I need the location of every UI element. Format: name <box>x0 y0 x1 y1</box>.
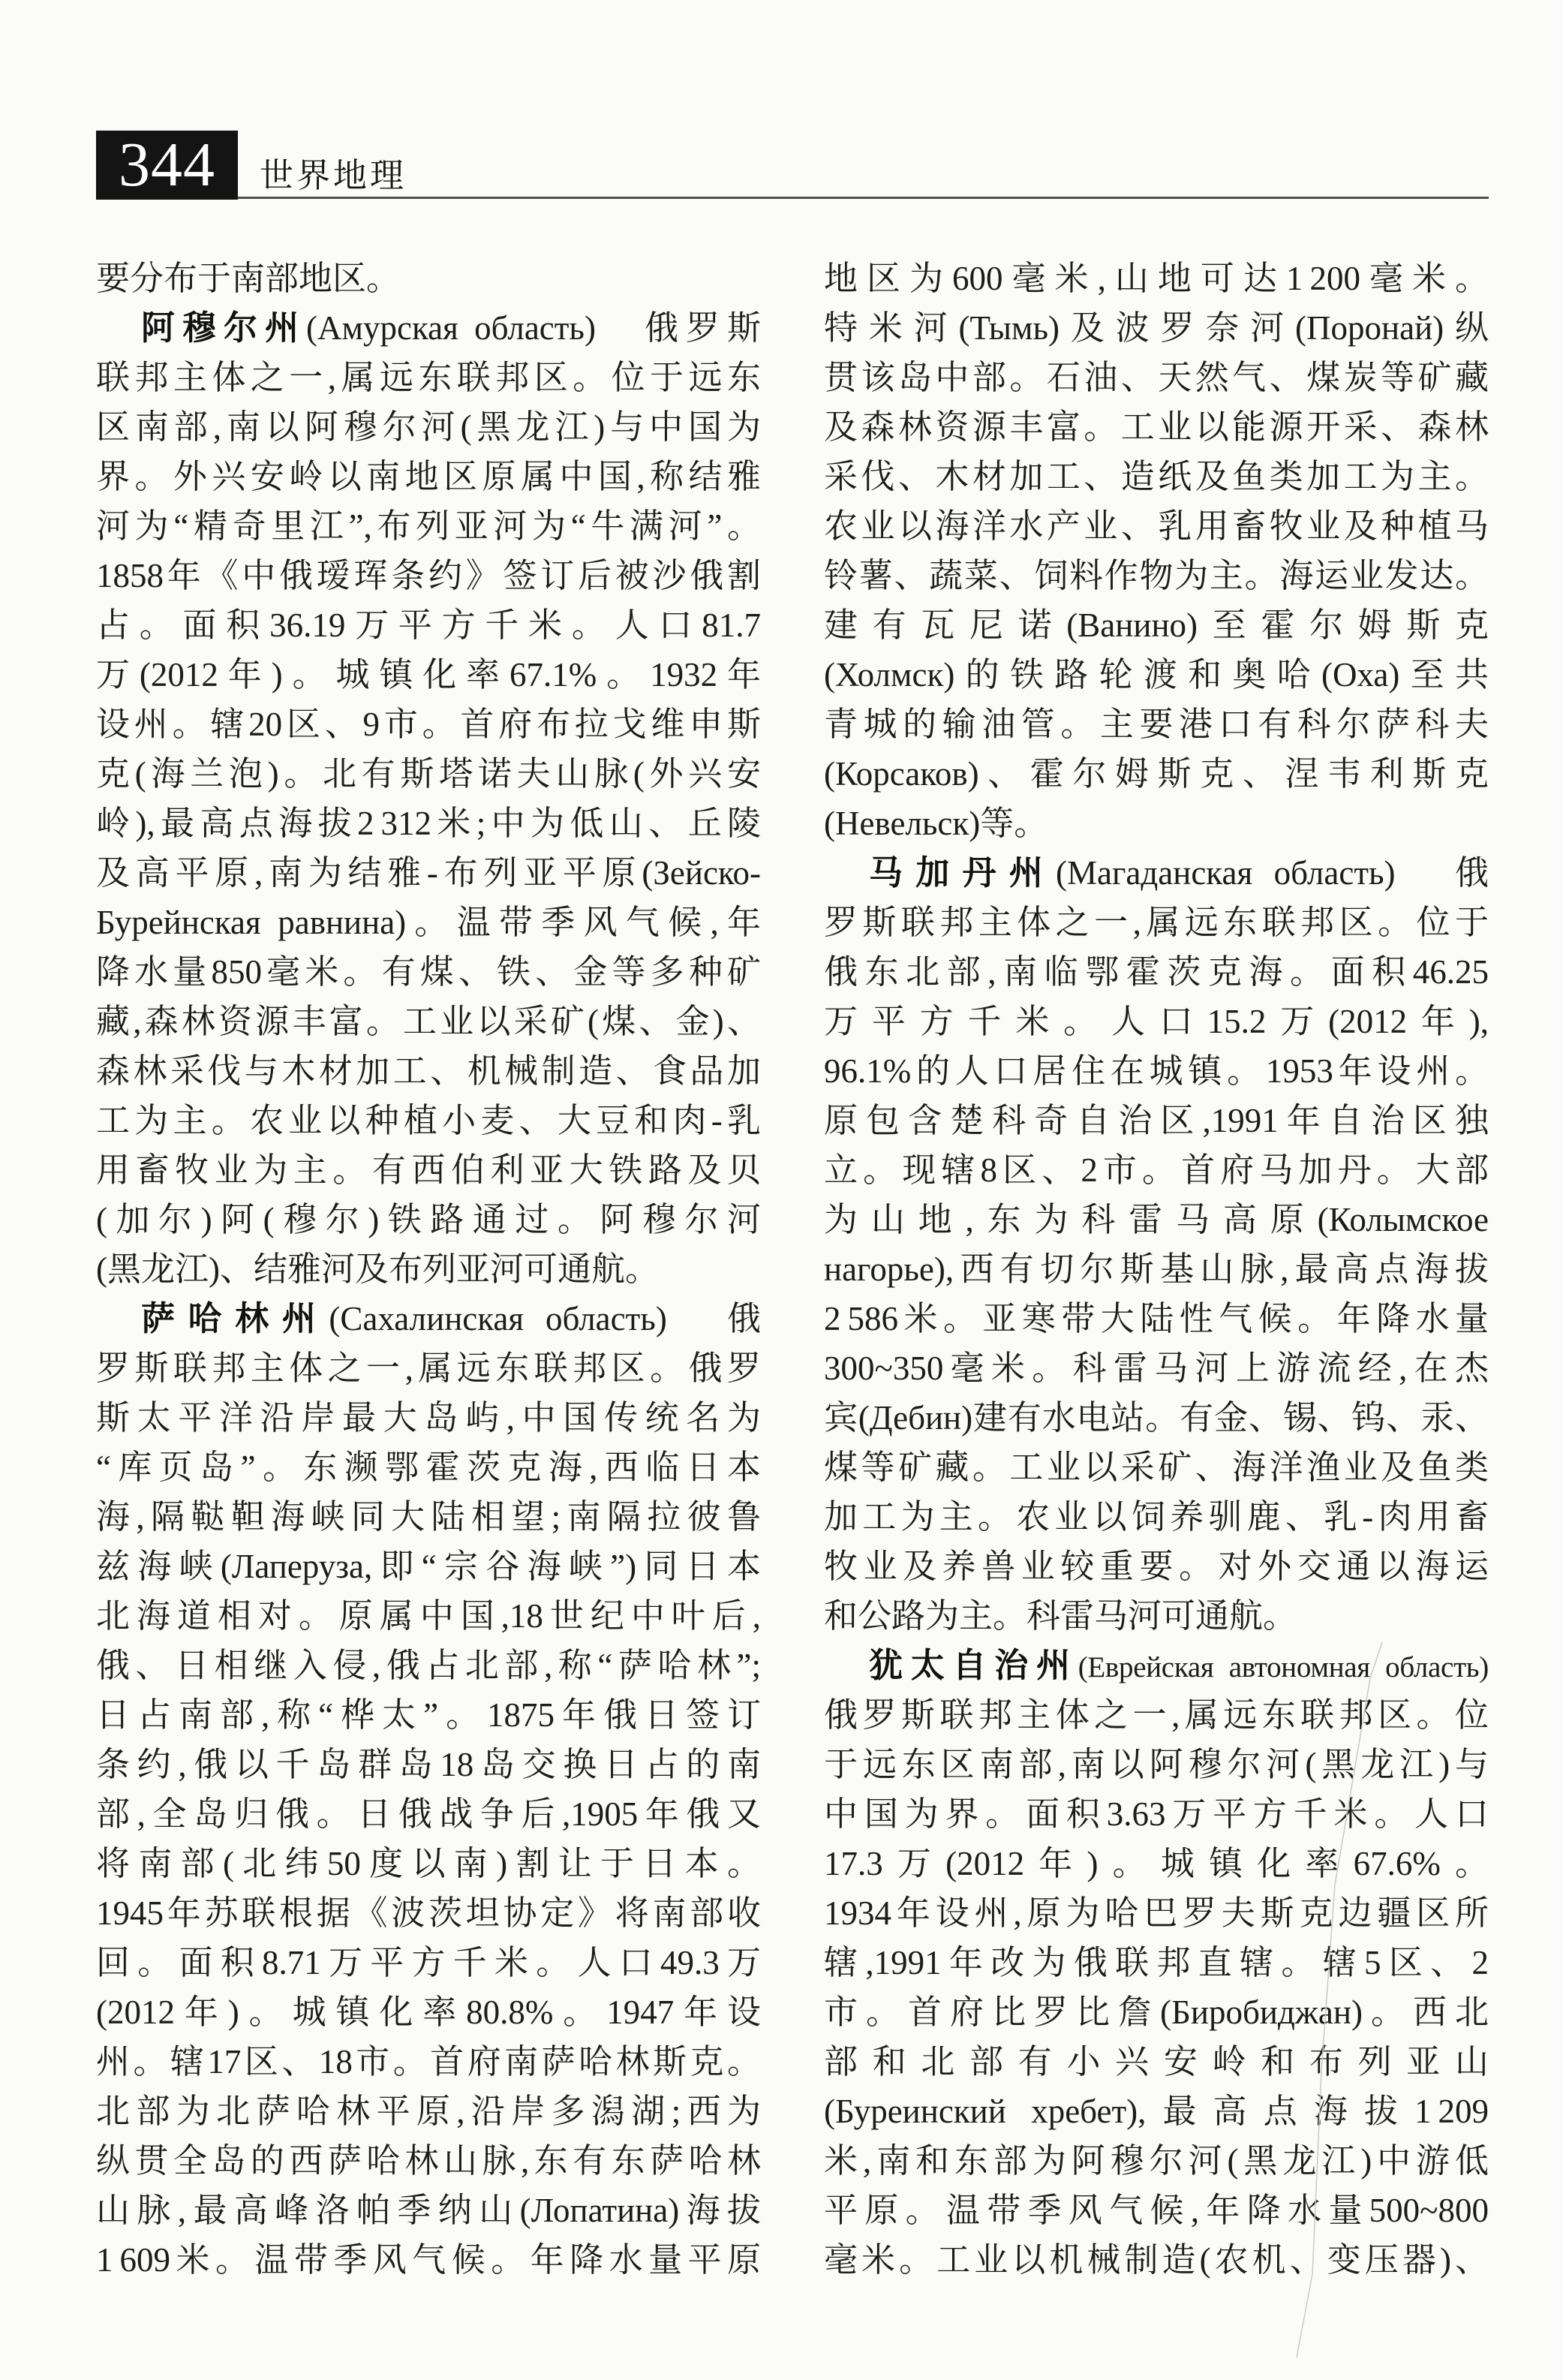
text-line: 设州。辖20区、9市。首府布拉戈维申斯 <box>96 706 761 743</box>
text-line: 纵贯全岛的西萨哈林山脉,东有东萨哈林 <box>96 2142 761 2180</box>
text-line: 克(海兰泡)。北有斯塔诺夫山脉(外兴安 <box>96 755 761 793</box>
text-line: 及森林资源丰富。工业以能源开采、森林 <box>824 408 1489 446</box>
entry-heading-line <box>824 848 1489 898</box>
text-line: 兹海峡(Лаперуза,即“宗谷海峡”)同日本 <box>96 1548 761 1585</box>
entry-heading-line <box>96 303 761 353</box>
text-line: (Буреинский хребет),最高点海拔1 209 <box>824 2093 1489 2130</box>
entry-headword: 马加丹州 <box>869 853 1056 892</box>
text-line: 俄、日相继入侵,俄占北部,称“萨哈林”; <box>96 1647 761 1684</box>
text-line: 辖,1991年改为俄联邦直辖。辖5区、2 <box>824 1944 1489 1981</box>
entry-sakhalin-oblast <box>96 1294 761 2285</box>
text-line: 毫米。工业以机械制造(农机、变压器)、 <box>824 2241 1489 2279</box>
entry-magadan-oblast <box>824 848 1489 1641</box>
entry-headword: 萨哈林州 <box>141 1298 329 1338</box>
text-line: 区南部,南以阿穆尔河(黑龙江)与中国为 <box>96 408 761 446</box>
text-line: “库页岛”。东濒鄂霍茨克海,西临日本 <box>96 1449 761 1486</box>
text-line: 北部为北萨哈林平原,沿岸多潟湖;西为 <box>96 2093 761 2130</box>
entry-headword: 犹太自治州 <box>869 1645 1078 1685</box>
text-line: 1945年苏联根据《波茨坦协定》将南部收 <box>96 1894 761 1932</box>
text-line: (加尔)阿(穆尔)铁路通过。阿穆尔河 <box>96 1201 761 1238</box>
entry-russian-name: (Амурская область) 俄罗斯 <box>306 309 761 347</box>
text-line: 1934年设州,原为哈巴罗夫斯克边疆区所 <box>824 1894 1489 1932</box>
text-line: 地区为600毫米,山地可达1 200毫米。 <box>824 260 1489 297</box>
entry-continuation <box>96 254 761 303</box>
text-line: 和公路为主。科雷马河可通航。 <box>824 1597 1297 1635</box>
text-line: 森林采伐与木材加工、机械制造、食品加 <box>96 1052 761 1090</box>
text-line: 1858年《中俄瑷珲条约》签订后被沙俄割 <box>96 557 761 594</box>
text-line: (Корсаков)、霍尔姆斯克、涅韦利斯克 <box>824 755 1489 793</box>
text-line: 降水量850毫米。有煤、铁、金等多种矿 <box>96 953 761 991</box>
text-line: Бурейнская равнина)。温带季风气候,年 <box>96 904 761 941</box>
text-line: 及高平原,南为结雅-布列亚平原(Зейско- <box>96 854 761 892</box>
text-line: 农业以海洋水产业、乳用畜牧业及种植马 <box>824 507 1489 545</box>
text-line: 市。首府比罗比詹(Биробиджан)。西北 <box>824 1993 1489 2031</box>
text-line: 贯该岛中部。石油、天然气、煤炭等矿藏 <box>824 359 1489 396</box>
text-line: 界。外兴安岭以南地区原属中国,称结雅 <box>96 458 761 495</box>
entry-heading-line <box>824 1641 1489 1690</box>
running-title: 世界地理 <box>260 157 407 194</box>
text-line: 米,南和东部为阿穆尔河(黑龙江)中游低 <box>824 2142 1489 2180</box>
text-line: 加工为主。农业以饲养驯鹿、乳-肉用畜 <box>824 1498 1489 1536</box>
text-line: 中国为界。面积3.63万平方千米。人口 <box>824 1795 1489 1833</box>
text-line: (黑龙江)、结雅河及布列亚河可通航。 <box>96 1250 659 1288</box>
text-line: 罗斯联邦主体之一,属远东联邦区。俄罗 <box>96 1349 761 1387</box>
text-line: 俄东北部,南临鄂霍茨克海。面积46.25 <box>824 953 1489 991</box>
text-line: 日占南部,称“桦太”。1875年俄日签订 <box>96 1696 761 1734</box>
text-line: (Холмск)的铁路轮渡和奥哈(Оха)至共 <box>824 656 1489 694</box>
text-line: 万(2012年)。城镇化率67.1%。1932年 <box>96 656 761 694</box>
text-line: (Невельск)等。 <box>824 805 1048 842</box>
entry-headword: 阿穆尔州 <box>141 308 307 348</box>
text-line: 宾(Дебин)建有水电站。有金、锡、钨、汞、 <box>824 1399 1489 1437</box>
text-line: 铃薯、蔬菜、饲料作物为主。海运业发达。 <box>824 557 1489 594</box>
text-line: 将南部(北纬50度以南)割让于日本。 <box>96 1845 761 1882</box>
text-line: 牧业及养兽业较重要。对外交通以海运 <box>824 1548 1489 1585</box>
left-column <box>96 254 761 2285</box>
text-line: 煤等矿藏。工业以采矿、海洋渔业及鱼类 <box>824 1449 1489 1486</box>
text-line: (2012年)。城镇化率80.8%。1947年设 <box>96 1993 761 2031</box>
text-line: 特米河(Тымь)及波罗奈河(Поронай)纵 <box>824 309 1489 347</box>
entry-amur-oblast <box>96 303 761 1294</box>
text-line: 部和北部有小兴安岭和布列亚山 <box>824 2043 1489 2081</box>
text-line: 2 586米。亚寒带大陆性气候。年降水量 <box>824 1300 1489 1337</box>
text-line: 回。面积8.71万平方千米。人口49.3万 <box>96 1944 761 1981</box>
text-line: 万平方千米。人口15.2万(2012年), <box>824 1003 1489 1040</box>
text-line: 原包含楚科奇自治区,1991年自治区独 <box>824 1102 1489 1139</box>
text-line: 1 609米。温带季风气候。年降水量平原 <box>96 2241 761 2279</box>
entry-russian-name: (Еврейская автономная область) <box>1078 1651 1489 1683</box>
right-column <box>824 254 1489 2285</box>
text-line: 岭),最高点海拔2 312米;中为低山、丘陵 <box>96 805 761 842</box>
text-line: 条约,俄以千岛群岛18岛交换日占的南 <box>96 1746 761 1783</box>
text-line: 河为“精奇里江”,布列亚河为“牛满河”。 <box>96 507 761 545</box>
text-line: 要分布于南部地区。 <box>96 260 401 297</box>
text-line: 于远东区南部,南以阿穆尔河(黑龙江)与 <box>824 1746 1489 1783</box>
entry-russian-name: (Магаданская область) 俄 <box>1055 854 1489 892</box>
text-line: 工为主。农业以种植小麦、大豆和肉-乳 <box>96 1102 761 1139</box>
text-line: 300~350毫米。科雷马河上游流经,在杰 <box>824 1349 1489 1387</box>
text-line: 采伐、木材加工、造纸及鱼类加工为主。 <box>824 458 1489 495</box>
text-line: 海,隔鞑靼海峡同大陆相望;南隔拉彼鲁 <box>96 1498 761 1536</box>
text-line: 建有瓦尼诺(Ванино)至霍尔姆斯克 <box>824 606 1489 644</box>
text-line: 山脉,最高峰洛帕季纳山(Лопатина)海拔 <box>96 2192 761 2229</box>
text-line: 立。现辖8区、2市。首府马加丹。大部 <box>824 1151 1489 1189</box>
text-line: 部,全岛归俄。日俄战争后,1905年俄又 <box>96 1795 761 1833</box>
header-rule <box>238 197 1489 199</box>
text-line: 联邦主体之一,属远东联邦区。位于远东 <box>96 359 761 396</box>
page-number-badge: 344 <box>96 131 238 200</box>
text-line: 州。辖17区、18市。首府南萨哈林斯克。 <box>96 2043 761 2081</box>
text-line: нагорье),西有切尔斯基山脉,最高点海拔 <box>824 1250 1489 1288</box>
text-line: 罗斯联邦主体之一,属远东联邦区。位于 <box>824 904 1489 941</box>
text-line: 17.3万(2012年)。城镇化率67.6%。 <box>824 1845 1489 1882</box>
entry-russian-name: (Сахалинская область) 俄 <box>329 1300 761 1337</box>
entry-sakhalin-oblast-continued <box>824 254 1489 848</box>
text-line: 北海道相对。原属中国,18世纪中叶后, <box>96 1597 761 1635</box>
text-line: 藏,森林资源丰富。工业以采矿(煤、金)、 <box>96 1003 761 1040</box>
entry-heading-line <box>96 1294 761 1343</box>
text-line: 斯太平洋沿岸最大岛屿,中国传统名为 <box>96 1399 761 1437</box>
text-line: 用畜牧业为主。有西伯利亚大铁路及贝 <box>96 1151 761 1189</box>
text-line: 平原。温带季风气候,年降水量500~800 <box>824 2192 1489 2229</box>
text-line: 占。面积36.19万平方千米。人口81.7 <box>96 606 761 644</box>
entry-jewish-autonomous-oblast <box>824 1641 1489 2285</box>
text-line: 为山地,东为科雷马高原(Колымское <box>824 1201 1489 1238</box>
text-line: 青城的输油管。主要港口有科尔萨科夫 <box>824 706 1489 743</box>
text-line: 俄罗斯联邦主体之一,属远东联邦区。位 <box>824 1696 1489 1734</box>
text-line: 96.1%的人口居住在城镇。1953年设州。 <box>824 1052 1489 1090</box>
